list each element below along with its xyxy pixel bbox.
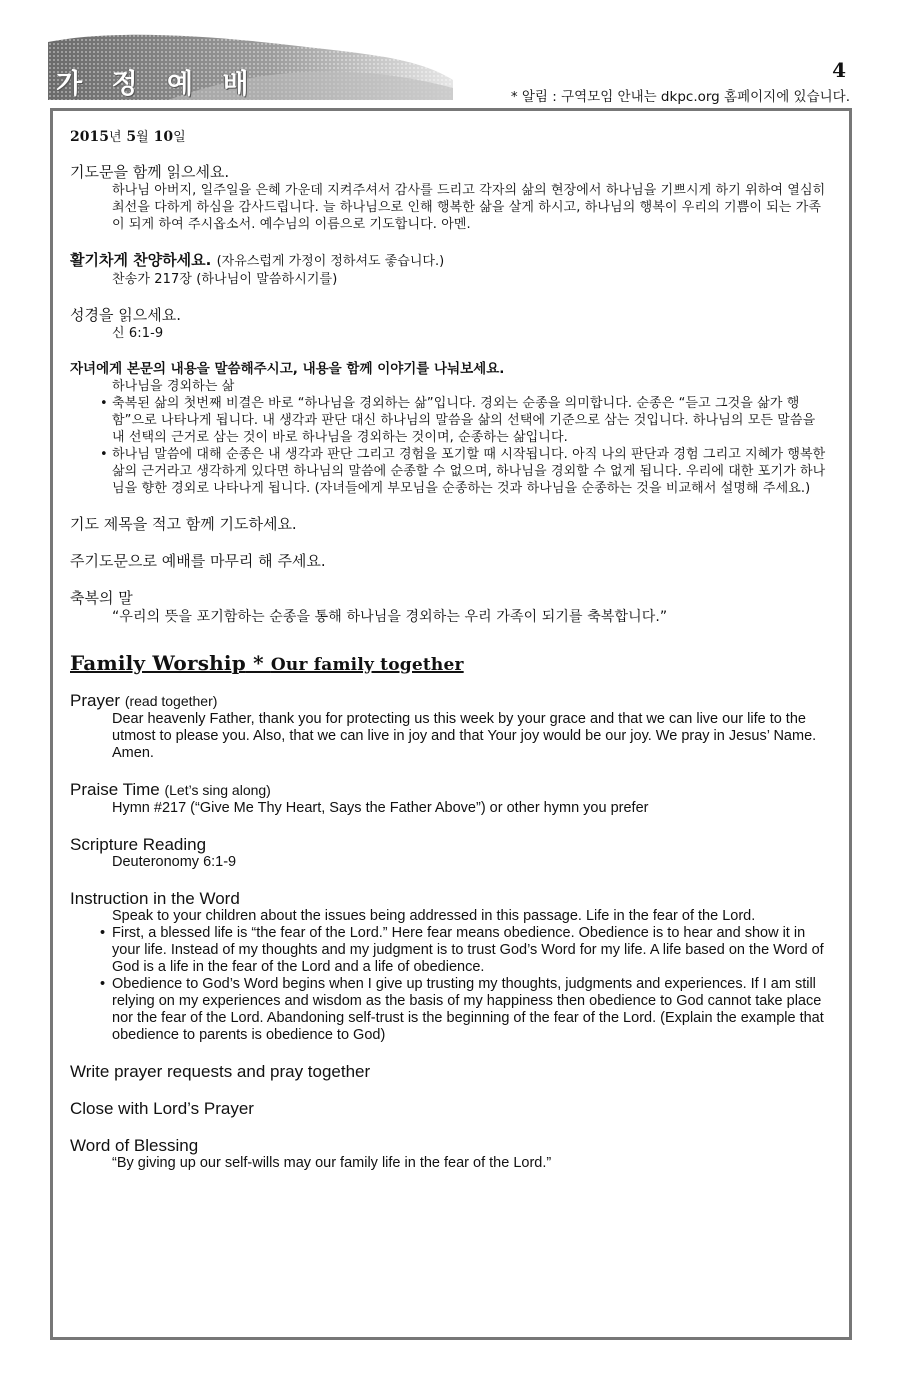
- english-prayer-heading: [70, 691, 830, 711]
- date-month-unit: 월: [136, 130, 149, 145]
- korean-instruction-section: [70, 360, 830, 497]
- korean-prayer-requests-heading: 기도 제목을 적고 함께 기도하세요.: [70, 515, 297, 533]
- date-day: 10: [153, 129, 174, 145]
- english-title-separator: *: [245, 651, 271, 675]
- korean-instruction-bullet: • 하나님 말씀에 대해 순종은 내 생각과 판단 그리고 경험을 포기할 때 시작됩니다. 아직 나의 판단과 경험 그리고 지혜가 행복한 삶의 근거라고 생각하게 있다면 하나님의 말씀에 순종할 수 없으며, 하나님을 경외할 수 없게 됩니다. 우리에 대한 포기가 하나님을 향한 경외로 나타나게 됩니다. (자녀들에게 부모님을 순종하는 것과 하나님을 순종하는 것을 비교해서 설명해 주세요.): [100, 446, 830, 497]
- korean-scripture-section: [70, 306, 830, 342]
- korean-blessing-heading: 축복의 말: [70, 589, 133, 607]
- english-subtitle: Our family together: [270, 655, 464, 675]
- korean-scripture-heading: 성경을 읽으세요.: [70, 306, 181, 324]
- english-title: [70, 651, 830, 675]
- korean-blessing-section: [70, 589, 830, 627]
- english-lords-prayer-heading: Close with Lord’s Prayer: [70, 1099, 254, 1118]
- english-prayer-requests-section: [70, 1062, 830, 1081]
- english-praise-title: Praise Time: [70, 780, 160, 799]
- english-instruction-intro: Speak to your children about the issues being addressed in this passage. Life in the fear of the Lord.: [112, 908, 756, 924]
- english-blessing-heading: Word of Blessing: [70, 1136, 199, 1155]
- korean-praise-heading: [70, 251, 830, 271]
- korean-prayer-body: 하나님 아버지, 일주일을 은혜 가운데 지켜주셔서 감사를 드리고 각자의 삶의 현장에서 하나님을 기쁘시게 하기 위하여 열심히 최선을 다하게 하심을 감사드립니다. 늘 하나님으로 인해 행복한 삶을 살게 하시고, 하나님의 행복이 우리의 기쁨이 되는 가족이 되게 하여 주시옵소서. 예수님의 이름으로 기도합니다. 아멘.: [112, 183, 826, 232]
- korean-instruction-list: [70, 395, 830, 497]
- korean-blessing-body: “우리의 뜻을 포기함하는 순종을 통해 하나님을 경외하는 우리 가족이 되기를 축복합니다.”: [112, 609, 668, 625]
- korean-praise-note: (자유스럽게 가정이 정하셔도 좋습니다.): [216, 254, 445, 269]
- date: [70, 126, 830, 145]
- english-blessing-section: [70, 1136, 830, 1172]
- korean-instruction-heading: 자녀에게 본문의 내용을 말씀해주시고, 내용을 함께 이야기를 나눠보세요.: [70, 361, 505, 377]
- english-prayer-title: Prayer: [70, 691, 121, 710]
- korean-praise-title: 활기차게 찬양하세요.: [70, 251, 212, 269]
- english-praise-section: [70, 780, 830, 817]
- korean-lords-prayer-section: [70, 552, 830, 571]
- date-year: 2015: [70, 129, 109, 145]
- korean-instruction-bullet: • 축복된 삶의 첫번째 비결은 바로 “하나님을 경외하는 삶”입니다. 경외는 순종을 의미합니다. 순종은 “듣고 그것을 삶가 행함”으로 나타나게 됩니다. 내 생각과 판단 대신 하나님의 말씀을 삶의 선택에 기준으로 삼는 것입니다. 하나님의 모든 말씀을 내 선택의 근거로 삼는 것이 바로 하나님을 경외하는 것이며, 순종하는 삶입니다.: [100, 395, 830, 446]
- notice-text: * 알림 : 구역모임 안내는 dkpc.org 홈페이지에 있습니다.: [510, 89, 850, 105]
- date-month: 5: [126, 129, 137, 145]
- korean-praise-body: 찬송가 217장 (하나님이 말씀하시기를): [112, 272, 338, 287]
- worship-content: [70, 126, 830, 1190]
- english-scripture-body: Deuteronomy 6:1-9: [112, 854, 237, 870]
- english-prayer-requests-heading: Write prayer requests and pray together: [70, 1062, 371, 1081]
- english-prayer-body: Dear heavenly Father, thank you for protecting us this week by your grace and that we can live our life to the utmost to please you. Also, that we can live in joy and that Your joy would be our joy. We pray in Jesus’ Name. Amen.: [112, 711, 817, 761]
- english-instruction-section: [70, 889, 830, 1044]
- korean-prayer-requests-section: [70, 515, 830, 534]
- korean-prayer-section: [70, 163, 830, 233]
- english-prayer-note: (read together): [124, 693, 218, 709]
- date-day-unit: 일: [173, 130, 186, 145]
- english-praise-note: (Let’s sing along): [164, 782, 271, 798]
- english-instruction-list: [70, 925, 830, 1044]
- date-year-unit: 년: [108, 130, 122, 145]
- header-title: 가 정 예 배: [56, 69, 259, 100]
- korean-prayer-heading: 기도문을 함께 읽으세요.: [70, 163, 230, 181]
- english-blessing-body: “By giving up our self-wills may our family life in the fear of the Lord.”: [112, 1155, 552, 1171]
- english-scripture-heading: Scripture Reading: [70, 835, 207, 854]
- english-title-main: Family Worship: [70, 651, 246, 675]
- korean-lords-prayer-heading: 주기도문으로 예배를 마무리 해 주세요.: [70, 552, 326, 570]
- page-number: 4: [832, 58, 846, 82]
- korean-scripture-body: 신 6:1-9: [112, 326, 164, 341]
- english-instruction-bullet: • Obedience to God’s Word begins when I give up trusting my thoughts, judgments and experiences. If I am still relying on my experiences and wisdom as the basis of my happiness then obedience to God cannot take place nor the fear of the Lord. Abandoning self-trust is the beginning of the fear of the Lord. (Explain the example that obedience to parents is obedience to God): [100, 976, 830, 1044]
- english-praise-heading: [70, 780, 830, 800]
- korean-praise-section: [70, 251, 830, 288]
- english-prayer-section: [70, 691, 830, 762]
- english-instruction-heading: Instruction in the Word: [70, 889, 240, 908]
- english-lords-prayer-section: [70, 1099, 830, 1118]
- korean-instruction-intro: 하나님을 경외하는 삶: [112, 379, 235, 394]
- english-instruction-bullet: • First, a blessed life is “the fear of the Lord.” Here fear means obedience. Obedience is to hear and show it in your life. Instead of my thoughts and my judgment is to trust God’s Word for my life. A life based on the Word of God is a life in the fear of the Lord and a life of obedience.: [100, 925, 830, 976]
- english-scripture-section: [70, 835, 830, 871]
- english-praise-body: Hymn #217 (“Give Me Thy Heart, Says the Father Above”) or other hymn you prefer: [112, 800, 649, 816]
